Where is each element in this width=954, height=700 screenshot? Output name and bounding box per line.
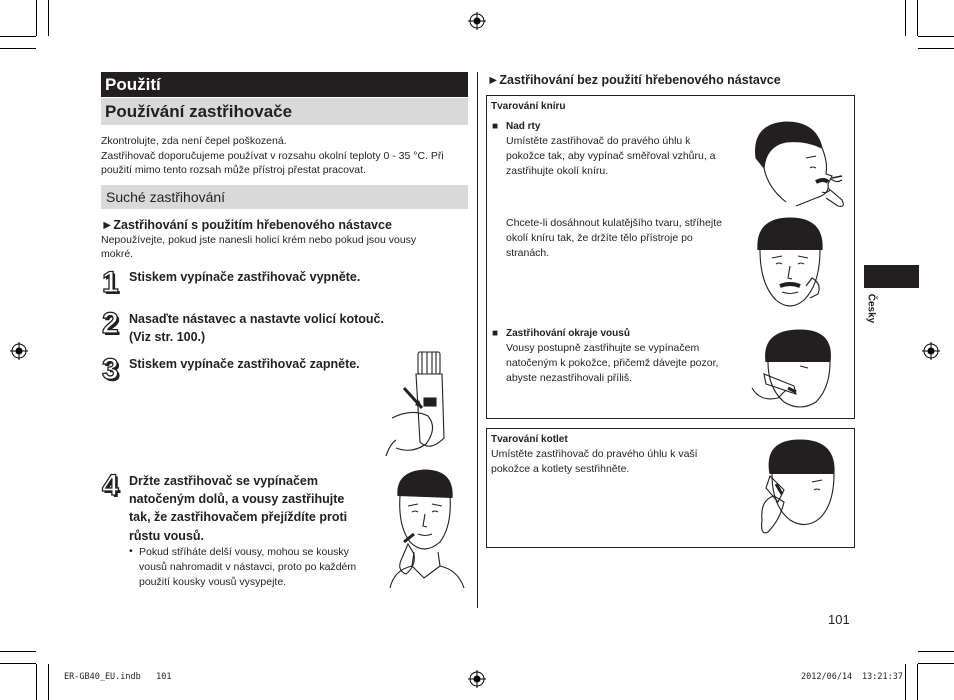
- beard-edge-line: Vousy postupně zastřihujte se vypínačem: [506, 342, 700, 354]
- trimmer-hand-illustration: [382, 348, 460, 458]
- bullet-mark: ■: [492, 328, 499, 339]
- step-text: tak, že zastřihovačem přejíždíte proti: [129, 510, 348, 524]
- above-lip-line: zastřihujte okolí kníru.: [506, 165, 609, 177]
- step4-note-line: použití kousky vousů vysypejte.: [139, 576, 287, 588]
- no-comb-heading: ►Zastřihování bez použití hřebenového nástavce: [487, 73, 781, 87]
- column-divider: [477, 72, 478, 608]
- beard-edge-title: Zastřihování okraje vousů: [506, 328, 630, 339]
- step-text: Stiskem vypínače zastřihovač zapněte.: [129, 357, 360, 371]
- moustache-title: Tvarování kníru: [491, 101, 566, 112]
- round-shape-line: Chcete-li dosáhnout kulatějšího tvaru, stříhejte: [506, 217, 722, 229]
- section-title: [101, 72, 468, 97]
- registration-mark-icon: [468, 12, 486, 30]
- step-text: růstu vousů.: [129, 529, 205, 543]
- intro-line2b: použití mimo tento rozsah může přístroj přestat pracovat.: [101, 164, 366, 176]
- page-number: 101: [828, 612, 850, 627]
- subsection-title-text: Používání zastřihovače: [105, 102, 293, 121]
- footer-date: 2012/06/14: [801, 672, 853, 682]
- step-text: Stiskem vypínače zastřihovač vypněte.: [129, 270, 361, 284]
- above-lip-title: Nad rty: [506, 121, 541, 132]
- beard-edge-illustration: [750, 326, 850, 412]
- sideburns-title: Tvarování kotlet: [491, 434, 568, 445]
- subsection-title: [101, 98, 468, 125]
- bullet-mark: ■: [492, 121, 499, 132]
- sideburns-line: Umístěte zastřihovač do pravého úhlu k vaší: [491, 448, 698, 460]
- with-comb-note-a: Nepoužívejte, pokud jste nanesli holicí krém nebo pokud jsou vousy: [101, 234, 417, 246]
- intro-line2a: Zastřihovač doporučujeme používat v rozsahu okolní teploty 0 - 35 °C. Při: [101, 150, 444, 162]
- round-shape-line: stranách.: [506, 247, 550, 259]
- step4-note-line: vousů nahromadit v nástavci, proto po každém: [139, 561, 357, 573]
- moustache-profile-illustration: [746, 118, 850, 210]
- section-title-text: Použití: [105, 75, 161, 94]
- step-text: (Viz str. 100.): [129, 330, 206, 344]
- step-text: Držte zastřihovač se vypínačem: [129, 474, 318, 488]
- sideburns-line: pokožce a kotlety sestřihněte.: [491, 463, 630, 475]
- beard-edge-line: natočeným k pokožce, přičemž dávejte pozor,: [506, 357, 719, 369]
- language-label: Česky: [865, 293, 877, 324]
- registration-mark-icon: [468, 670, 486, 688]
- intro-line1: Zkontrolujte, zda není čepel poškozená.: [101, 135, 287, 147]
- beard-edge-line: abyste nezastřihovali příliš.: [506, 372, 633, 384]
- step-text: natočeným dolů, a vousy zastřihujte: [129, 492, 345, 506]
- moustache-front-illustration: [750, 214, 834, 318]
- step-number: 1: [102, 266, 119, 299]
- with-comb-heading: ►Zastřihování s použitím hřebenového nástavce: [101, 218, 392, 232]
- above-lip-line: Umístěte zastřihovač do pravého úhlu k: [506, 135, 691, 147]
- man-trimming-illustration: [384, 466, 466, 588]
- step-text: Nasaďte nástavec a nastavte volicí kotouč.: [129, 312, 384, 326]
- step4-note-line: Pokud stříháte delší vousy, mohou se kousky: [139, 546, 349, 558]
- sideburns-illustration: [756, 436, 840, 540]
- registration-mark-icon: [10, 342, 28, 360]
- above-lip-line: pokožce tak, aby vypínač směřoval vzhůru, a: [506, 150, 716, 162]
- bullet-mark: •: [129, 545, 133, 557]
- dry-trimming-heading: [101, 185, 468, 209]
- step-number: 3: [102, 353, 119, 386]
- step-number: 4: [102, 469, 119, 502]
- registration-mark-icon: [922, 342, 940, 360]
- footer-time: 13:21:37: [862, 672, 903, 682]
- dry-trimming-heading-text: Suché zastřihování: [106, 189, 226, 205]
- footer-file: ER-GB40_EU.indb 101: [64, 672, 172, 682]
- round-shape-line: okolí kníru tak, že držíte tělo přístroje po: [506, 232, 693, 244]
- step-number: 2: [102, 307, 119, 340]
- with-comb-note-b: mokré.: [101, 248, 134, 260]
